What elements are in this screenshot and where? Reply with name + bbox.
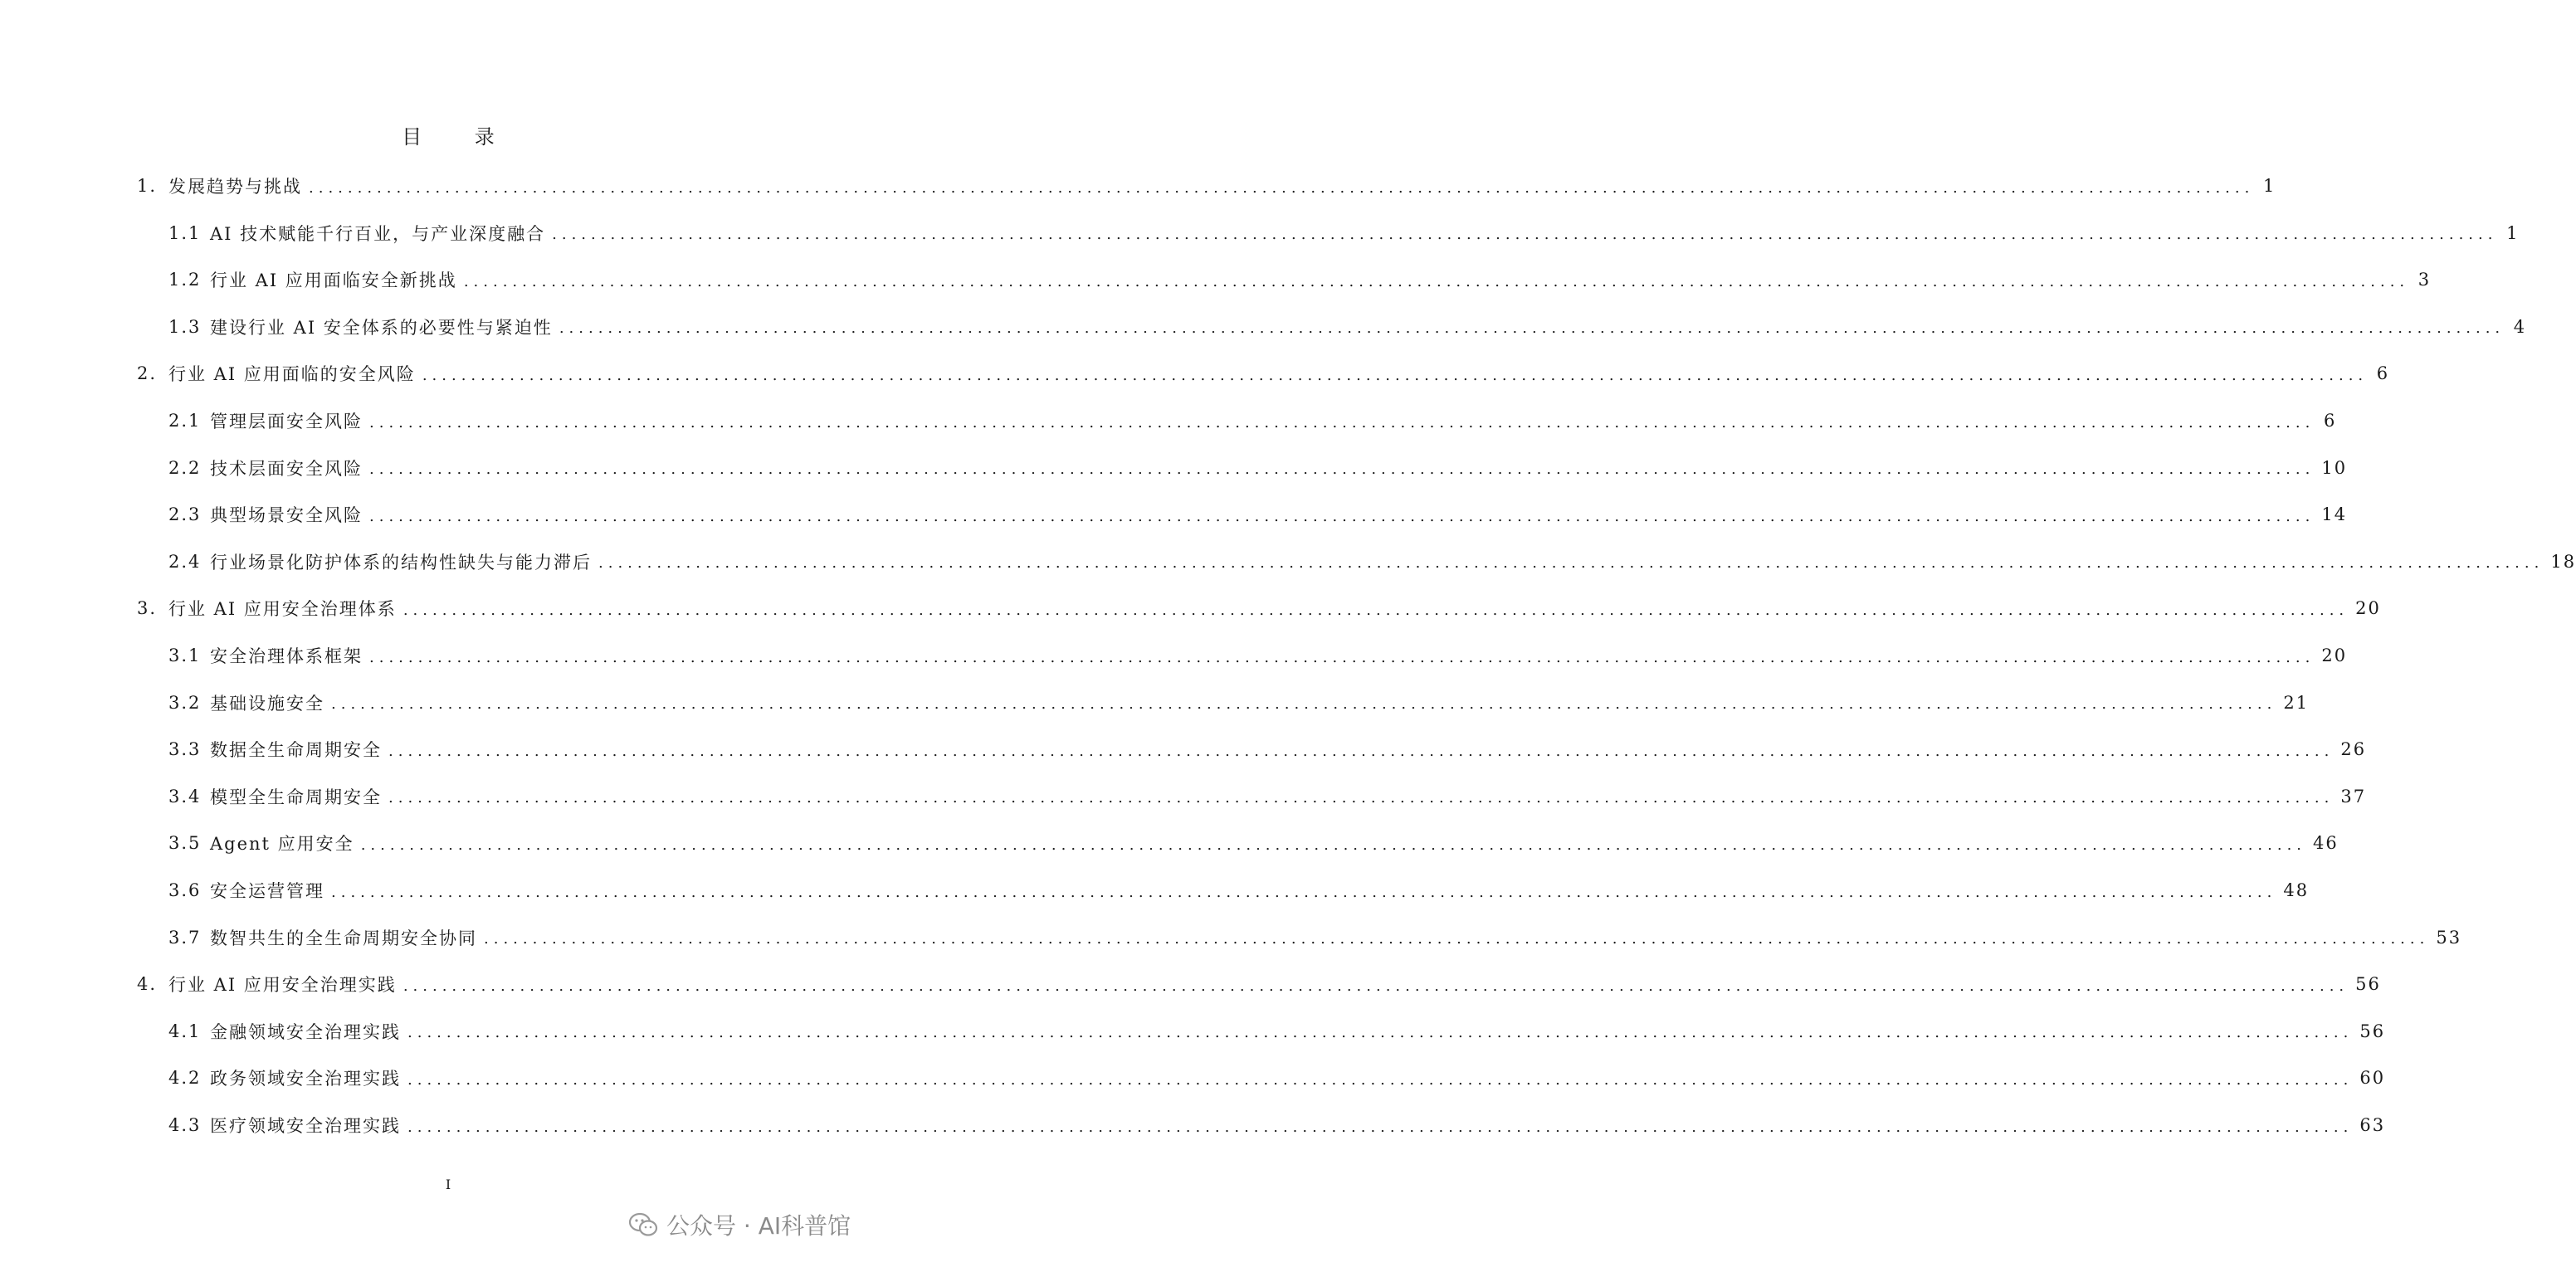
toc-dot-leader: ........................................................................................................................................................................................................ (360, 836, 2307, 854)
watermark (628, 1208, 851, 1241)
toc-entry-page: 4 (2513, 316, 2527, 337)
toc-entry-title: 典型场景安全风险 (210, 505, 363, 526)
toc-entry-number: 3.1 (168, 646, 202, 665)
toc-dot-leader: ........................................................................................................................................................................................................ (407, 1118, 2354, 1136)
toc-dot-leader: ........................................................................................................................................................................................................ (402, 601, 2349, 619)
toc-entry-number: 3. (137, 598, 158, 619)
toc-dot-leader: ........................................................................................................................................................................................................ (598, 554, 2544, 573)
toc-entry-page: 63 (2359, 1115, 2386, 1135)
toc-dot-leader: ........................................................................................................................................................................................................ (309, 178, 2255, 197)
toc-entry[interactable] (168, 632, 2348, 679)
toc-entry[interactable] (168, 773, 2367, 820)
toc-entry-title: 安全运营管理 (210, 881, 324, 901)
toc-entry-number: 3.2 (168, 692, 202, 713)
toc-entry-number: 2.4 (168, 551, 202, 572)
toc-entry[interactable] (168, 820, 2339, 866)
toc-entry-number: 3.3 (168, 739, 202, 760)
toc-entry[interactable] (168, 1055, 2386, 1101)
toc-dot-leader: ........................................................................................................................................................................................................ (331, 883, 2277, 901)
toc-entry-page: 6 (2376, 363, 2390, 384)
toc-dot-leader: ........................................................................................................................................................................................................ (559, 319, 2505, 338)
toc-entry-page: 37 (2340, 786, 2367, 806)
toc-entry-title: 发展趋势与挑战 (168, 177, 302, 197)
toc-dot-leader: ........................................................................................................................................................................................................ (484, 930, 2430, 948)
toc-entry-title: 建设行业 AI 安全体系的必要性与紧迫性 (210, 317, 553, 338)
toc-entry-number: 2.1 (168, 411, 202, 431)
toc-entry-title: 数智共生的全生命周期安全协同 (210, 928, 477, 948)
toc-entry-page: 20 (2321, 646, 2348, 665)
toc-entry-page: 48 (2283, 880, 2310, 900)
toc-entry[interactable] (168, 256, 2432, 303)
toc-entry-page: 6 (2323, 411, 2337, 431)
toc-entry-title: 管理层面安全风险 (210, 412, 363, 431)
toc-entry-page: 1 (2506, 222, 2520, 243)
toc-entry[interactable] (168, 210, 2520, 256)
toc-entry-title: 行业 AI 应用安全治理体系 (168, 599, 397, 620)
toc-entry-title: 数据全生命周期安全 (210, 740, 382, 761)
toc-entry-number: 2.3 (168, 504, 202, 525)
page-number: I (445, 1177, 451, 1192)
watermark-text: 公众号 · AI科普馆 (666, 1212, 851, 1240)
toc-entry-number: 4.3 (168, 1115, 202, 1135)
toc-entry[interactable] (168, 680, 2310, 726)
toc-entry[interactable] (168, 1008, 2386, 1055)
toc-entry-title: 医疗领域安全治理实践 (210, 1116, 401, 1136)
toc-entry-page: 3 (2417, 270, 2432, 290)
toc-entry-title: AI 技术赋能千行百业，与产业深度融合 (210, 223, 546, 244)
toc-dot-leader: ........................................................................................................................................................................................................ (402, 977, 2349, 995)
page-title: 目 录 (402, 125, 518, 149)
toc-entry-number: 4.2 (168, 1068, 202, 1089)
toc-dot-leader: ........................................................................................................................................................................................................ (422, 366, 2369, 384)
toc-entry-title: 基础设施安全 (210, 693, 324, 714)
toc-entry-number: 3.6 (168, 880, 202, 900)
toc-entry[interactable] (168, 914, 2462, 961)
toc-entry-title: 行业 AI 应用面临的安全风险 (168, 364, 416, 385)
toc-entry-title: 模型全生命周期安全 (210, 787, 382, 807)
toc-entry[interactable] (137, 350, 2390, 397)
toc-entry-page: 56 (2355, 974, 2381, 995)
toc-entry-page: 18 (2550, 551, 2576, 572)
toc-entry-page: 46 (2313, 833, 2339, 854)
toc-entry-number: 1. (137, 176, 158, 196)
toc-entry[interactable] (168, 304, 2527, 350)
toc-dot-leader: ........................................................................................................................................................................................................ (388, 789, 2334, 807)
wechat-icon (628, 1212, 658, 1237)
toc-entry-number: 3.4 (168, 786, 202, 806)
toc-entry[interactable] (137, 585, 2381, 631)
toc-dot-leader: ........................................................................................................................................................................................................ (369, 461, 2315, 479)
toc-entry-number: 1.3 (168, 316, 202, 337)
toc-entry-number: 2. (137, 363, 158, 384)
toc-dot-leader: ........................................................................................................................................................................................................ (388, 742, 2334, 760)
toc-entry-page: 14 (2321, 504, 2348, 525)
toc-entry-page: 26 (2340, 739, 2367, 760)
toc-entry-page: 53 (2436, 927, 2462, 948)
toc-dot-leader: ........................................................................................................................................................................................................ (369, 648, 2315, 666)
toc-dot-leader: ........................................................................................................................................................................................................ (369, 413, 2315, 431)
toc-entry-page: 10 (2321, 457, 2348, 478)
toc-entry[interactable] (168, 538, 2576, 585)
toc-dot-leader: ........................................................................................................................................................................................................ (369, 507, 2315, 525)
toc-entry[interactable] (137, 163, 2276, 209)
toc-entry[interactable] (168, 491, 2348, 538)
toc-entry[interactable] (168, 1102, 2386, 1148)
toc-entry-number: 1.1 (168, 222, 202, 243)
toc-entry-page: 20 (2355, 598, 2381, 619)
toc-dot-leader: ........................................................................................................................................................................................................ (463, 272, 2410, 290)
toc-entry-page: 21 (2283, 692, 2310, 713)
toc-entry-title: 行业场景化防护体系的结构性缺失与能力滞后 (210, 552, 592, 573)
toc-entry-page: 56 (2359, 1021, 2386, 1041)
toc-entry-number: 3.5 (168, 833, 202, 854)
toc-dot-leader: ........................................................................................................................................................................................................ (407, 1024, 2354, 1042)
toc-entry[interactable] (168, 397, 2337, 444)
toc-entry-title: 政务领域安全治理实践 (210, 1069, 401, 1089)
toc-entry-number: 4. (137, 974, 158, 995)
toc-dot-leader: ........................................................................................................................................................................................................ (331, 695, 2277, 714)
toc-entry-title: 安全治理体系框架 (210, 646, 363, 666)
toc-entry-page: 1 (2262, 176, 2276, 196)
toc-entry-title: 技术层面安全风险 (210, 458, 363, 479)
toc-entry[interactable] (168, 726, 2367, 772)
toc-entry-title: 行业 AI 应用面临安全新挑战 (210, 270, 457, 291)
toc-dot-leader: ........................................................................................................................................................................................................ (552, 226, 2498, 244)
toc-entry-title: 行业 AI 应用安全治理实践 (168, 975, 397, 996)
toc-dot-leader: ........................................................................................................................................................................................................ (407, 1070, 2354, 1089)
toc-entry[interactable] (137, 961, 2381, 1007)
toc-entry-number: 2.2 (168, 457, 202, 478)
toc-entry-title: 金融领域安全治理实践 (210, 1021, 401, 1042)
toc-entry[interactable] (168, 445, 2348, 491)
toc-entry-number: 1.2 (168, 270, 202, 290)
toc-entry-title: Agent 应用安全 (210, 834, 354, 855)
toc-entry-number: 4.1 (168, 1021, 202, 1041)
toc-entry[interactable] (168, 867, 2310, 914)
toc-entry-number: 3.7 (168, 927, 202, 948)
toc-entry-page: 60 (2359, 1068, 2386, 1089)
